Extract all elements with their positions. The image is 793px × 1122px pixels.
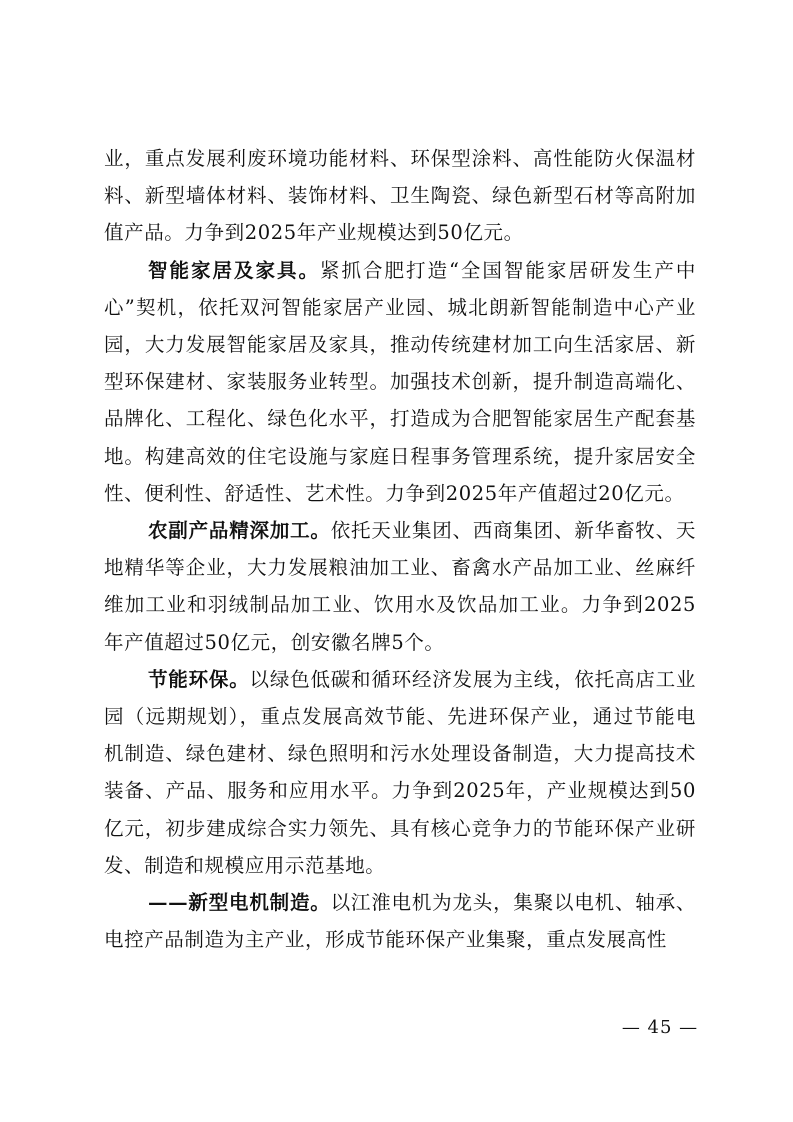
paragraph-text: 以江淮电机为龙头，集聚以电机、轴承、电控产品制造为主产业，形成节能环保产业集聚，重点发展高性 <box>104 891 696 952</box>
paragraph-text: 以绿色低碳和循环经济发展为主线，依托高店工业园（远期规划），重点发展高效节能、先进环保产业，通过节能电机制造、绿色建材、绿色照明和污水处理设备制造，大力提高技术装备、产品、服务和应用水平。力争到2025年，产业规模达到50亿元，初步建成综合实力领先、具有核心竞争力的节能环保产业研发、制造和规模应用示范基地。 <box>104 667 696 877</box>
body-text <box>104 140 696 958</box>
paragraph-energy-saving <box>104 661 696 884</box>
page-number: — 45 — <box>621 1017 699 1038</box>
paragraph-building-materials-continued <box>104 140 696 252</box>
paragraph-heading: 农副产品精深加工。 <box>148 519 331 543</box>
paragraph-heading: ——新型电机制造。 <box>148 891 331 915</box>
paragraph-text: 业，重点发展利废环境功能材料、环保型涂料、高性能防火保温材料、新型墙体材料、装饰材料、卫生陶瓷、绿色新型石材等高附加值产品。力争到2025年产业规模达到50亿元。 <box>104 147 696 245</box>
paragraph-motor-manufacturing <box>104 884 696 958</box>
paragraph-agricultural-processing <box>104 512 696 661</box>
paragraph-heading: 节能环保。 <box>148 667 250 691</box>
paragraph-text: 依托天业集团、西商集团、新华畜牧、天地精华等企业，大力发展粮油加工业、畜禽水产品加工业、丝麻纤维加工业和羽绒制品加工业、饮用水及饮品加工业。力争到2025年产值超过50亿元，创安徽名牌5个。 <box>104 519 696 654</box>
paragraph-heading: 智能家居及家具。 <box>148 258 320 282</box>
paragraph-smart-home <box>104 252 696 512</box>
paragraph-text: 紧抓合肥打造“全国智能家居研发生产中心”契机，依托双河智能家居产业园、城北朗新智能制造中心产业园，大力发展智能家居及家具，推动传统建材加工向生活家居、新型环保建材、家装服务业转型。加强技术创新，提升制造高端化、品牌化、工程化、绿色化水平，打造成为合肥智能家居生产配套基地。构建高效的住宅设施与家庭日程事务管理系统，提升家居安全性、便利性、舒适性、艺术性。力争到2025年产值超过20亿元。 <box>104 258 696 505</box>
